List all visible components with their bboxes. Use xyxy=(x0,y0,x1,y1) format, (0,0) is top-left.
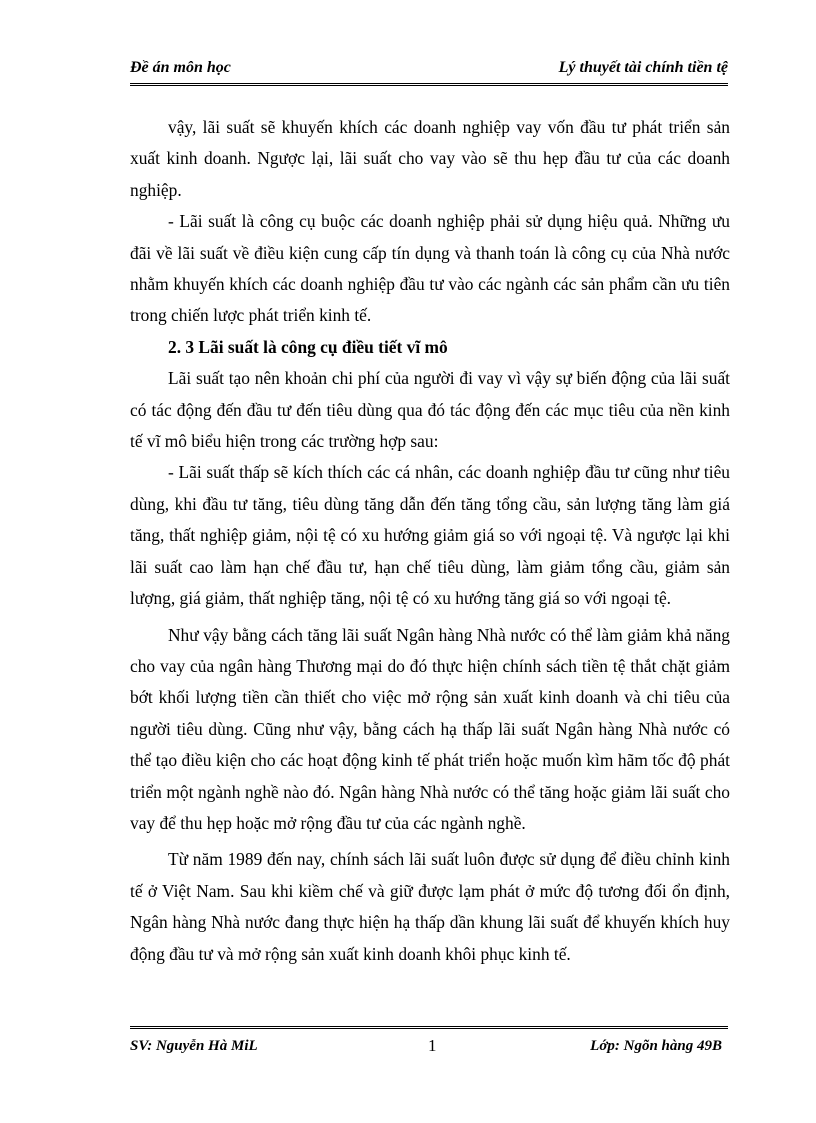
section-heading: 2. 3 Lãi suất là công cụ điều tiết vĩ mô xyxy=(168,336,448,357)
header-course-title: Đề án môn học xyxy=(130,59,231,76)
header-subject-title: Lý thuyết tài chính tiền tệ xyxy=(558,59,728,76)
footer-class-name: Lớp: Ngõn hàng 49B xyxy=(590,1038,722,1054)
document-body xyxy=(130,112,730,970)
paragraph-1: vậy, lãi suất sẽ khuyến khích các doanh nghiệp vay vốn đầu tư phát triển sản xuất kinh doanh. Ngược lại, lãi suất cho vay vào sẽ thu hẹp đầu tư của các doanh nghiệp. xyxy=(130,117,730,200)
page-footer xyxy=(130,1026,728,1059)
paragraph-2: - Lãi suất là công cụ buộc các doanh nghiệp phải sử dụng hiệu quả. Những ưu đãi về lãi suất về điều kiện cung cấp tín dụng và thanh toán là công cụ của Nhà nước nhằm khuyến khích các doanh nghiệp đầu tư vào các ngành các sản phẩm cần ưu tiên trong chiến lược phát triển kinh tế. xyxy=(130,211,730,326)
paragraph-3: Lãi suất tạo nên khoản chi phí của người đi vay vì vậy sự biến động của lãi suất có tác động đến đầu tư đến tiêu dùng qua đó tác động đến các mục tiêu của nền kinh tế vĩ mô biểu hiện trong các trường hợp sau: xyxy=(130,368,730,452)
paragraph-6: Từ năm 1989 đến nay, chính sách lãi suất luôn được sử dụng để điều chỉnh kinh tế ở Việt Nam. Sau khi kiềm chế và giữ được lạm phát ở mức độ tương đối ổn định, Ngân hàng Nhà nước đang thực hiện hạ thấp dần khung lãi suất để khuyến khích huy động đầu tư và mở rộng sản xuất kinh doanh khôi phục kinh tế. xyxy=(130,849,730,964)
page-number: 1 xyxy=(428,1036,437,1055)
footer-student-name: SV: Nguyễn Hà MiL xyxy=(130,1038,258,1054)
paragraph-5: Như vậy bằng cách tăng lãi suất Ngân hàng Nhà nước có thể làm giảm khả năng cho vay của ngân hàng Thương mại do đó thực hiện chính sách tiền tệ thắt chặt giảm bớt khối lượng tiền cần thiết cho việc mở rộng sản xuất kinh doanh và chi tiêu của người tiêu dùng. Cũng như vậy, bằng cách hạ thấp lãi suất Ngân hàng Nhà nước có thể tạo điều kiện cho các hoạt động kinh tế phát triển hoặc muốn kìm hãm tốc độ phát triển một ngành nghề nào đó. Ngân hàng Nhà nước có thể tăng hoặc giảm lãi suất cho vay để thu hẹp hoặc mở rộng đầu tư của các ngành nghề. xyxy=(130,624,730,833)
paragraph-4: - Lãi suất thấp sẽ kích thích các cá nhân, các doanh nghiệp đầu tư cũng như tiêu dùng, khi đầu tư tăng, tiêu dùng tăng dẫn đến tăng tổng cầu, sản lượng tăng làm giá tăng, thất nghiệp giảm, nội tệ có xu hướng giảm giá so với ngoại tệ. Và ngược lại khi lãi suất cao làm hạn chế đầu tư, hạn chế tiêu dùng, làm giảm tổng cầu, giảm sản lượng, giá giảm, thất nghiệp tăng, nội tệ có xu hướng tăng giá so với ngoại tệ. xyxy=(130,462,730,609)
page-header xyxy=(130,55,728,86)
